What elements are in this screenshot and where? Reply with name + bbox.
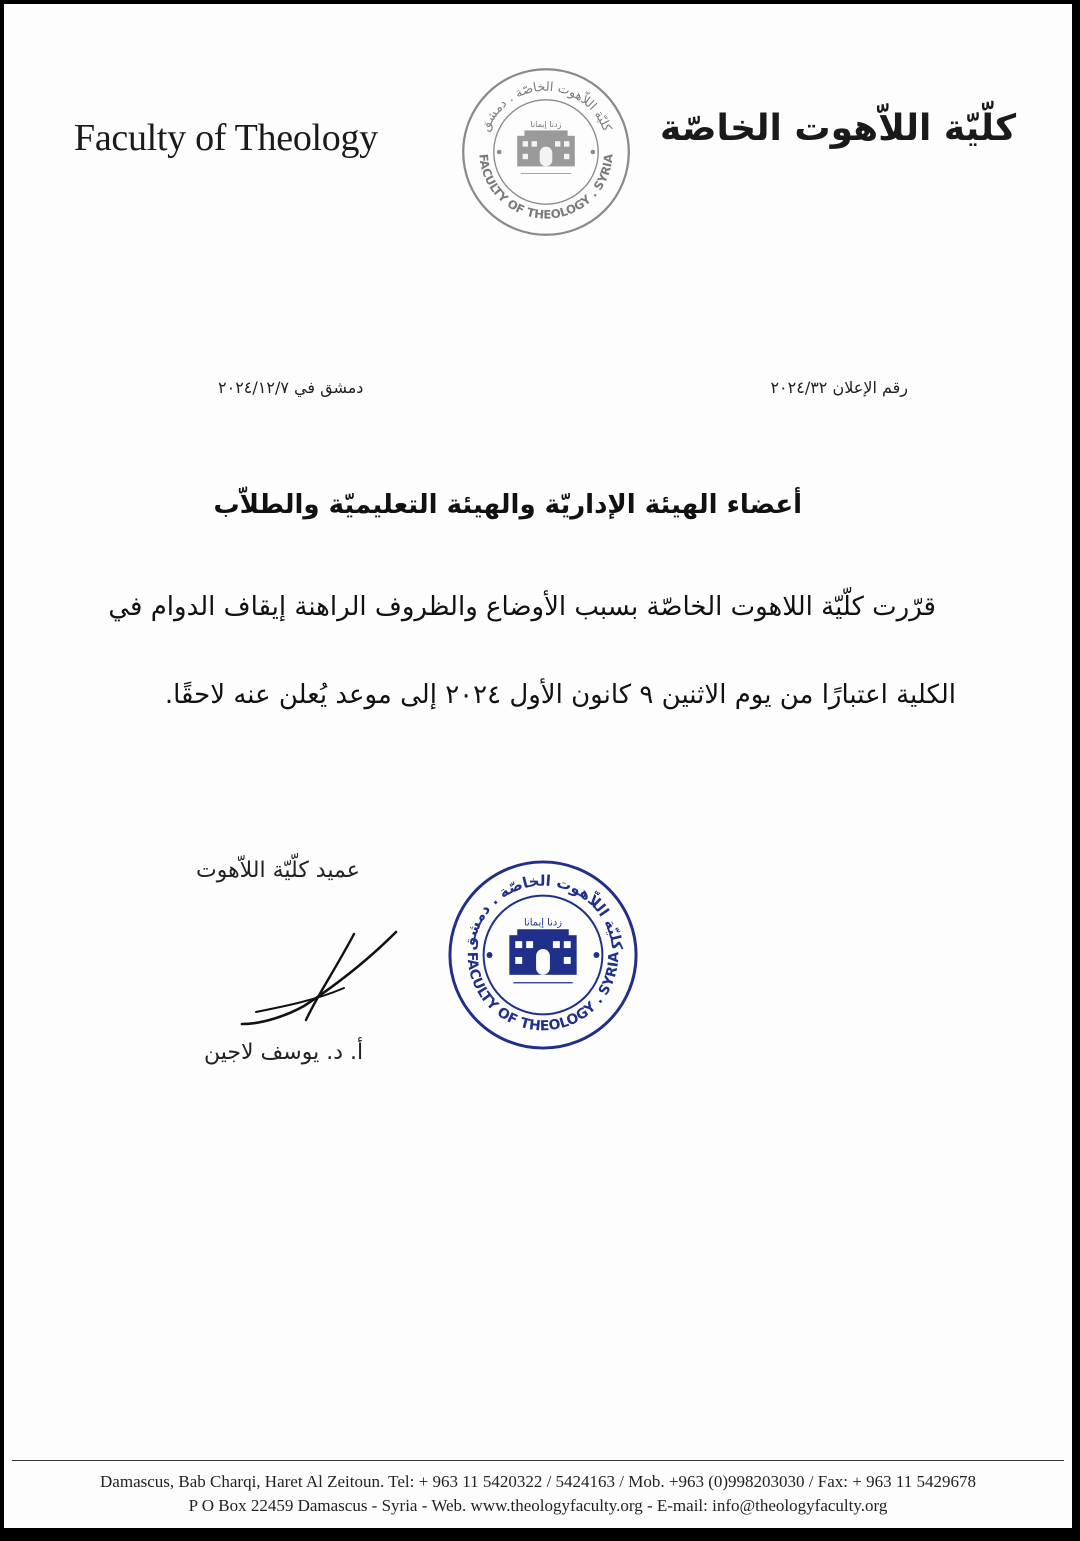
letterhead-seal-logo	[456, 62, 636, 242]
dean-title: عميد كلّيّة اللاّهوت	[196, 858, 360, 883]
addressee-heading: أعضاء الهيئة الإداريّة والهيئة التعليميّة والطلاّب	[213, 490, 802, 520]
place-date: دمشق في ٢٠٢٤/١٢/٧	[218, 378, 364, 397]
handwritten-signature	[236, 928, 406, 1028]
body-line-2: الكلية اعتبارًا من يوم الاثنين ٩ كانون الأول ٢٠٢٤ إلى موعد يُعلن عنه لاحقًا.	[164, 680, 956, 710]
footer-contact-line: P O Box 22459 Damascus - Syria - Web. www.theologyfaculty.org - E-mail: info@theologyfaculty.org	[188, 1496, 888, 1515]
official-stamp	[444, 856, 642, 1054]
body-line-1: قرّرت كلّيّة اللاهوت الخاصّة بسبب الأوضاع والظروف الراهنة إيقاف الدوام في	[108, 592, 936, 622]
svg-text:كليّة اللاّهوت الخاصّة . دمشق: كليّة اللاّهوت الخاصّة . دمشق	[476, 78, 616, 134]
dean-name: أ. د. يوسف لاجين	[204, 1040, 364, 1065]
footer-divider	[12, 1460, 1064, 1461]
svg-text:كليّة اللاّهوت الخاصّة . دمشق: كليّة اللاّهوت الخاصّة . دمشق	[459, 871, 627, 952]
svg-text:زدنا إيمانا: زدنا إيمانا	[523, 917, 563, 929]
footer-address-line: Damascus, Bab Charqi, Haret Al Zeitoun. Tel: + 963 11 5420322 / 5424163 / Mob. +963 (0)998203030 / Fax: + 963 11 5429678	[100, 1472, 976, 1491]
screen-bottom-band	[0, 1529, 1080, 1541]
svg-text:FACULTY OF THEOLOGY . SYRIA: FACULTY OF THEOLOGY . SYRIA	[476, 153, 616, 222]
announcement-number: رقم الإعلان ٢٠٢٤/٣٢	[770, 378, 908, 397]
letterhead-arabic-name: كلّيّة اللاّهوت الخاصّة	[659, 108, 1016, 149]
svg-text:زدنا إيمانا: زدنا إيمانا	[530, 118, 562, 129]
svg-text:FACULTY OF THEOLOGY . SYRIA: FACULTY OF THEOLOGY . SYRIA	[463, 951, 623, 1035]
letterhead-english-name: Faculty of Theology	[74, 117, 378, 159]
letter-page	[4, 4, 1072, 1528]
